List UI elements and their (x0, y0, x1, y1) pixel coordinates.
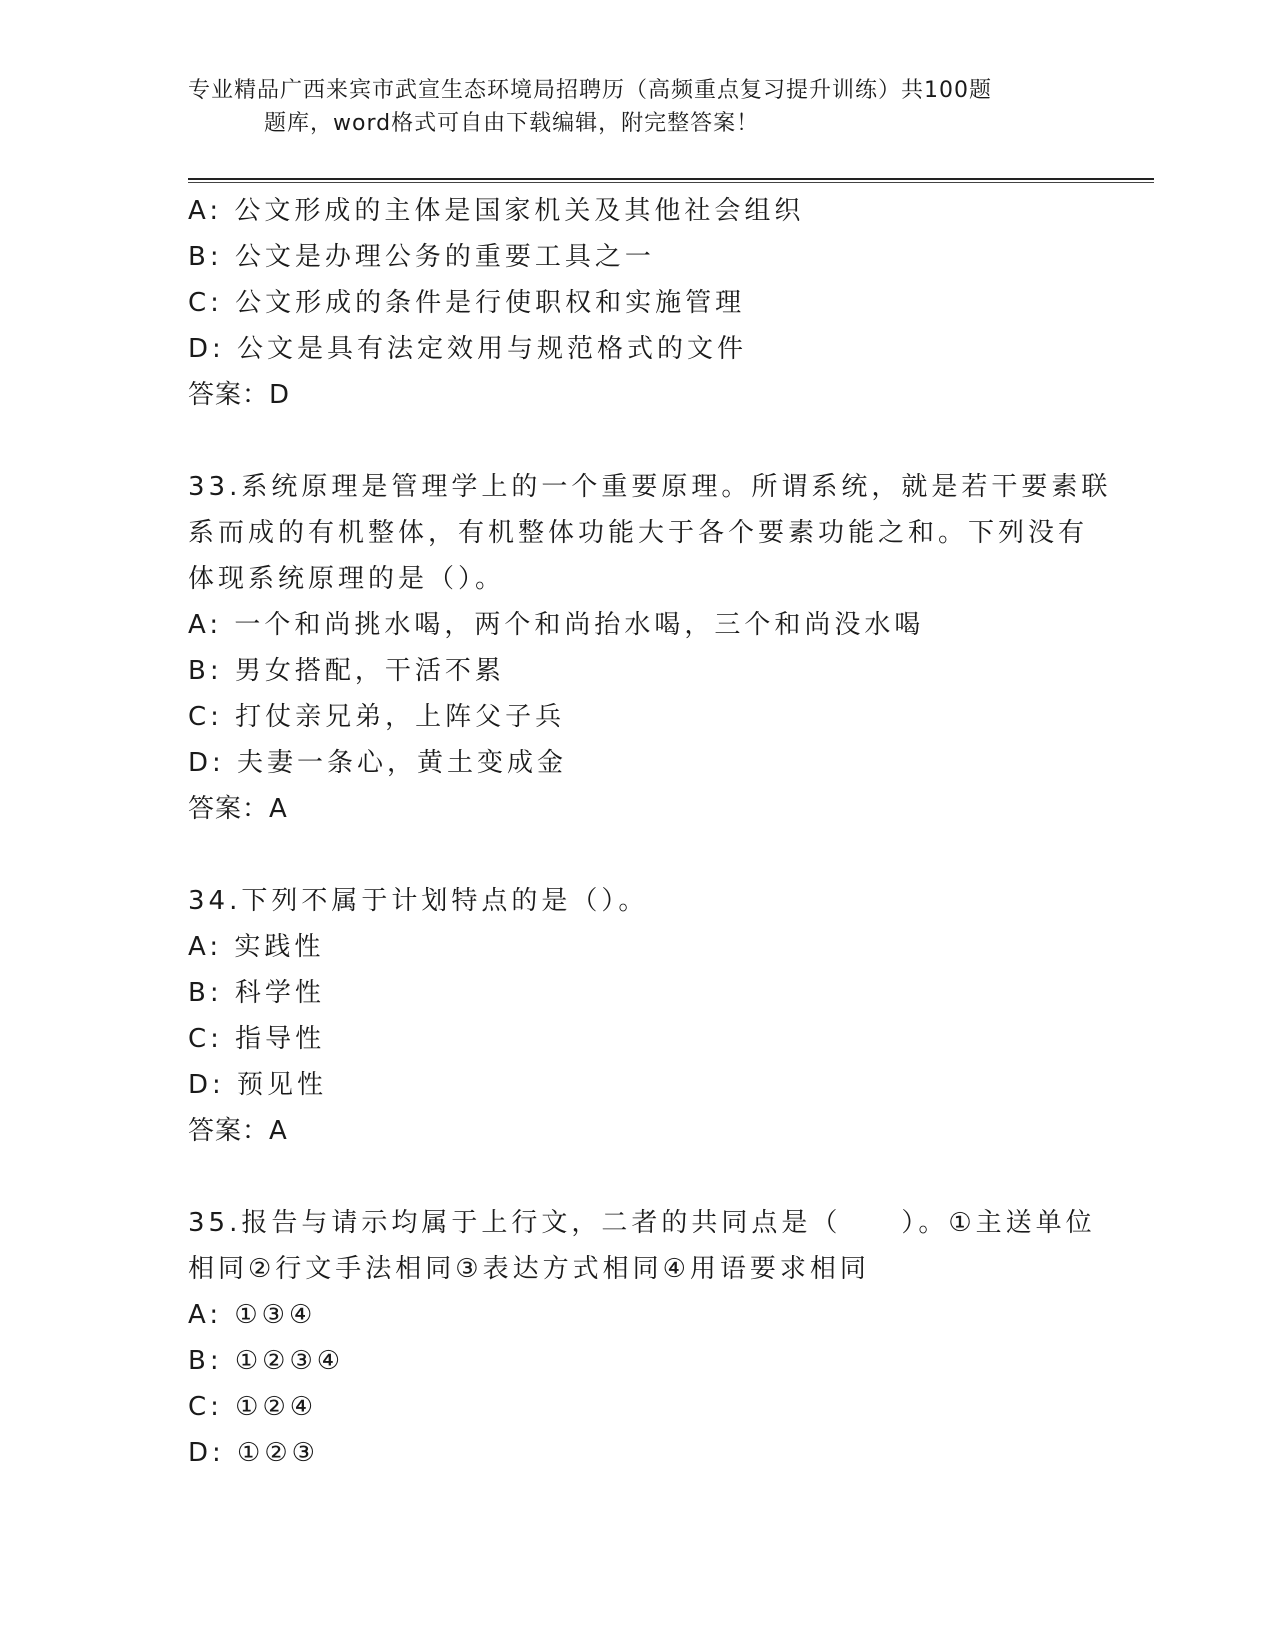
option-a: A: 实践性 (188, 932, 325, 962)
document-header (188, 74, 1068, 140)
answer: 答案：D (188, 380, 291, 410)
question-text-line: 相同②行文手法相同③表达方式相同④用语要求相同 (188, 1254, 870, 1284)
question-text-line: 35.报告与请示均属于上行文，二者的共同点是（ ）。①主送单位 (188, 1208, 1096, 1238)
question-block (188, 188, 1088, 418)
option-c: C: ①②④ (188, 1392, 318, 1422)
option-b: B: 公文是办理公务的重要工具之一 (188, 242, 655, 272)
option-c: C: 公文形成的条件是行使职权和实施管理 (188, 288, 746, 318)
option-d: D: 公文是具有法定效用与规范格式的文件 (188, 334, 748, 364)
question-block (188, 464, 1112, 832)
header-title-line1: 专业精品广西来宾市武宣生态环境局招聘历（高频重点复习提升训练）共100题 (188, 78, 992, 103)
question-block (188, 1200, 1096, 1476)
question-text-line: 系而成的有机整体，有机整体功能大于各个要素功能之和。下列没有 (188, 518, 1089, 548)
block-spacer (188, 832, 1088, 878)
question-text-line: 33.系统原理是管理学上的一个重要原理。所谓系统，就是若干要素联 (188, 472, 1112, 502)
option-a: A: 一个和尚挑水喝，两个和尚抬水喝，三个和尚没水喝 (188, 610, 925, 640)
header-rule-thick (188, 178, 1154, 180)
option-c: C: 指导性 (188, 1024, 326, 1054)
question-text-line: 体现系统原理的是（）。 (188, 564, 506, 594)
header-rule-thin (188, 182, 1154, 183)
block-spacer (188, 1154, 1088, 1200)
option-d: D: 夫妻一条心，黄土变成金 (188, 748, 568, 778)
answer: 答案：A (188, 1116, 288, 1146)
option-b: B: 男女搭配，干活不累 (188, 656, 505, 686)
option-a: A: ①③④ (188, 1300, 317, 1330)
question-block (188, 878, 1088, 1154)
header-title-line2: 题库，word格式可自由下载编辑，附完整答案！ (264, 111, 760, 136)
block-spacer (188, 418, 1088, 464)
question-text-line: 34.下列不属于计划特点的是（）。 (188, 886, 649, 916)
option-d: D: ①②③ (188, 1438, 319, 1468)
option-c: C: 打仗亲兄弟，上阵父子兵 (188, 702, 566, 732)
option-a: A: 公文形成的主体是国家机关及其他社会组织 (188, 196, 805, 226)
option-b: B: ①②③④ (188, 1346, 345, 1376)
question-content (188, 188, 1112, 1476)
option-d: D: 预见性 (188, 1070, 328, 1100)
option-b: B: 科学性 (188, 978, 325, 1008)
answer: 答案：A (188, 794, 288, 824)
